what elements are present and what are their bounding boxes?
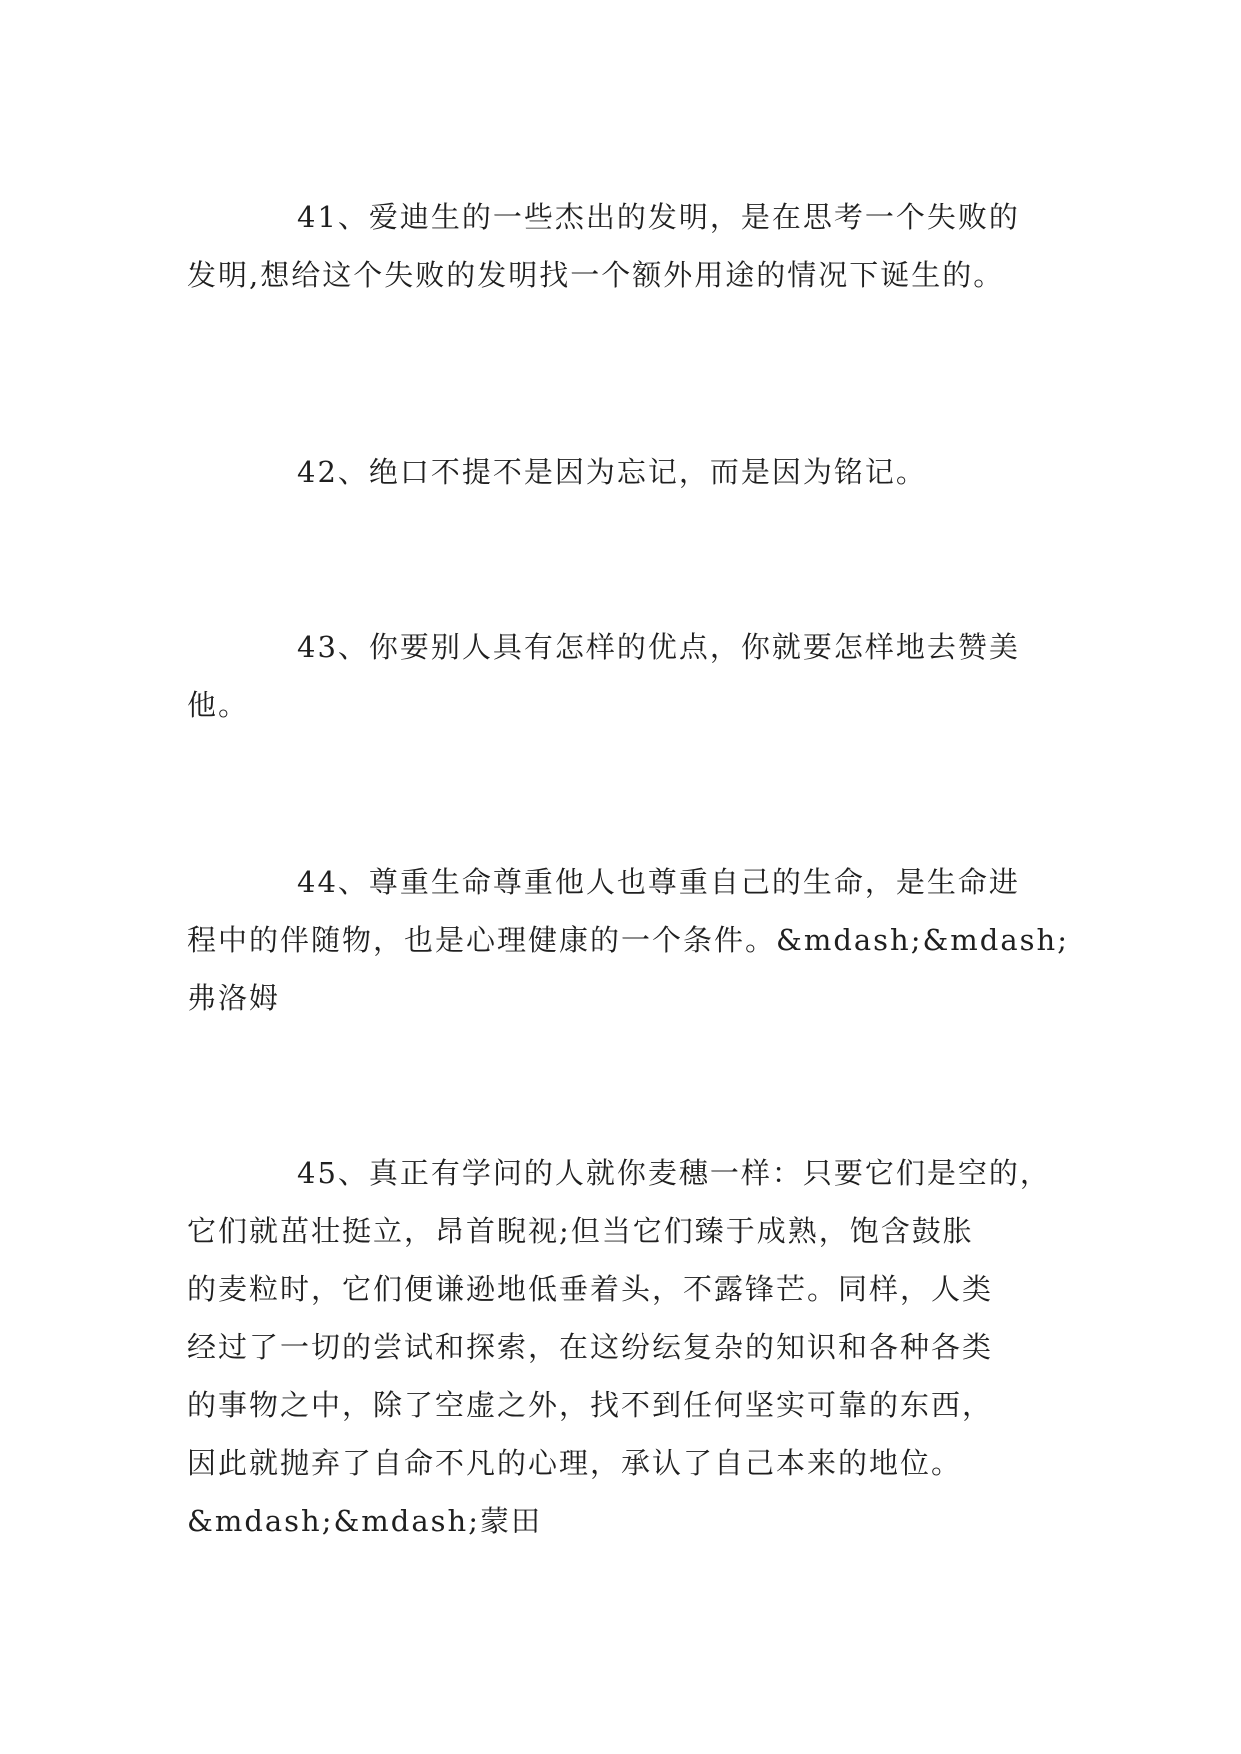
paragraph-line: 43、你要别人具有怎样的优点，你就要怎样地去赞美 — [297, 630, 1020, 664]
paragraph-line: 程中的伴随物，也是心理健康的一个条件。&mdash;&mdash; — [187, 923, 1069, 957]
paragraph-line: 弗洛姆 — [187, 981, 281, 1015]
paragraph-line: 42、绝口不提不是因为忘记，而是因为铭记。 — [297, 455, 927, 489]
paragraph-line: 因此就抛弃了自命不凡的心理，承认了自己本来的地位。 — [187, 1446, 963, 1480]
paragraph-42 — [187, 443, 1067, 501]
paragraph-line: 经过了一切的尝试和探索，在这纷纭复杂的知识和各种各类 — [187, 1330, 994, 1364]
paragraph-line: 它们就茁壮挺立，昂首睨视;但当它们臻于成熟，饱含鼓胀 — [187, 1214, 974, 1248]
paragraph-line: 44、尊重生命尊重他人也尊重自己的生命，是生命进 — [297, 865, 1020, 899]
paragraph-41 — [187, 188, 1067, 304]
paragraph-line: &mdash;&mdash;蒙田 — [187, 1504, 542, 1538]
paragraph-line: 41、爱迪生的一些杰出的发明，是在思考一个失败的 — [297, 200, 1020, 234]
paragraph-line: 的麦粒时，它们便谦逊地低垂着头，不露锋芒。同样，人类 — [187, 1272, 994, 1306]
paragraph-line: 他。 — [187, 688, 250, 722]
paragraph-45 — [187, 1144, 1067, 1550]
paragraph-43 — [187, 618, 1067, 734]
paragraph-44 — [187, 853, 1067, 1027]
paragraph-line: 发明,想给这个失败的发明找一个额外用途的情况下诞生的。 — [187, 258, 1005, 292]
paragraph-line: 的事物之中，除了空虚之外，找不到任何坚实可靠的东西， — [187, 1388, 994, 1422]
paragraph-line: 45、真正有学问的人就你麦穗一样：只要它们是空的， — [297, 1156, 1051, 1190]
